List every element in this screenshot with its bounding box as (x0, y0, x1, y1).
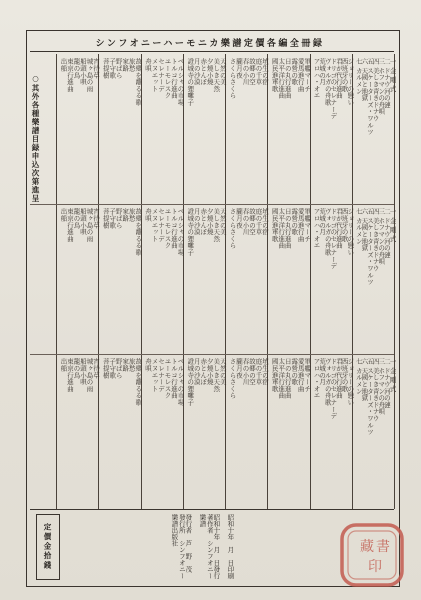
catalog-entry: 七 カルメン (354, 358, 363, 395)
catalog-entry: 旅愁 (127, 358, 136, 372)
catalog-entry: 赤とんぼ (199, 58, 208, 86)
catalog-entry: 三 ホフマンの舟唄 (377, 58, 386, 115)
catalog-entry: 軍艦マーチ (303, 58, 312, 92)
catalog-entry: 西班牙の歌 (340, 358, 349, 392)
catalog-entry: ペルシャの市場 (176, 58, 185, 106)
catalog-entry: 春の小川 (241, 358, 250, 386)
catalog-entry: 六 天國と地獄 (360, 58, 369, 102)
catalog-entry: 家路 (121, 358, 130, 372)
catalog-entry: 東京行進曲 (65, 58, 74, 92)
catalog-entry: 東京行進曲 (65, 358, 74, 392)
catalog-entry: ユーモレスク (163, 208, 172, 249)
catalog-entry: 七 カルメン (354, 58, 363, 95)
catalog-entry: 春の小川 (241, 208, 250, 236)
colophon-line: 著作者 シンフオニー樂譜 (198, 514, 214, 579)
catalog-entry: アロハ・オエ (312, 58, 321, 99)
catalog-entry: 出船 (59, 208, 68, 222)
catalog-entry: 荒城の月 (318, 58, 327, 86)
catalog-entry: 宵待草 (91, 358, 100, 379)
catalog-entry: 荒城の月 (318, 208, 327, 236)
svg-text:書: 書 (376, 539, 390, 555)
catalog-entry: 月の沙漠 (192, 208, 201, 236)
catalog-entry: 君が代行進曲 (335, 58, 344, 99)
catalog-entry: ヴォルガの舟歌 (323, 358, 332, 406)
catalog-entry: 故郷を離るる歌 (134, 208, 143, 256)
column-divider (56, 54, 57, 509)
catalog-notice: ○其外各種樂譜目録申込次第進呈 (31, 74, 40, 203)
catalog-entry: さくらさくら (228, 358, 237, 399)
catalog-entry: さくらさくら (228, 58, 237, 99)
catalog-entry: 春の小川 (241, 58, 250, 86)
catalog-entry: 東京行進曲 (65, 208, 74, 242)
catalog-entry: ドリゴのセレナーデ (329, 358, 338, 420)
catalog-entry: 舟唄 (143, 208, 152, 222)
catalog-entry: 愛馬進行曲 (296, 358, 305, 392)
catalog-entry: 愛馬進行曲 (296, 58, 305, 92)
catalog-entry: 六 天國と地獄 (360, 358, 369, 402)
catalog-entry: 野ばら (114, 58, 123, 79)
svg-text:印: 印 (368, 559, 382, 575)
catalog-entry: 夕燒小燒 (205, 208, 214, 236)
catalog-entry: 赤とんぼ (199, 208, 208, 236)
catalog-entry: セレナーデ (156, 208, 165, 242)
catalog-entry: 二 ドナウ河の漣 (382, 358, 391, 408)
catalog-entry: 船頭小唄 (78, 58, 87, 86)
catalog-entry: ジョリーの戀い (346, 58, 355, 106)
catalog-entry: 四 美しき青きドナウ (371, 58, 380, 122)
catalog-entry: 月の沙漠 (192, 58, 201, 86)
catalog-entry: 宵待草 (91, 208, 100, 229)
catalog-entry: 日の丸行進曲 (283, 358, 292, 399)
catalog-entry: 七 カルメン (354, 208, 363, 245)
catalog-entry: 太平洋行進曲 (277, 58, 286, 99)
catalog-entry: 天然の美 (218, 358, 227, 386)
catalog-entry: 美しき天然 (212, 358, 221, 392)
catalog-entry: 埴生の宿 (260, 208, 269, 236)
catalog-entry: 美しき天然 (212, 58, 221, 92)
catalog-entry: 故郷を離るる歌 (134, 58, 143, 106)
catalog-entry: 朧月夜 (234, 208, 243, 229)
catalog-entry: トルコ行進曲 (169, 358, 178, 399)
catalog-entry: 子守歌 (108, 58, 117, 79)
catalog-entry: 露營の歌 (290, 58, 299, 86)
catalog-entry: 出船 (59, 58, 68, 72)
catalog-entry: 露營の歌 (290, 208, 299, 236)
catalog-entry: 子守歌 (108, 358, 117, 379)
catalog-entry: ドリゴのセレナーデ (329, 208, 338, 270)
catalog-entry: 出船 (59, 358, 68, 372)
catalog-entry: 五 スケーターズ・ワルツ (366, 358, 375, 436)
catalog-entry: 荒城の月 (318, 358, 327, 386)
catalog-entry: さくらさくら (228, 208, 237, 249)
catalog-entry: 五 スケーターズ・ワルツ (366, 58, 375, 136)
catalog-entry: 軍艦マーチ (303, 208, 312, 242)
catalog-entry: 日の丸行進曲 (283, 58, 292, 99)
collector-seal (338, 521, 406, 589)
catalog-entry: ジョリーの戀い (346, 208, 355, 256)
catalog-entry: ペルシャの市場 (176, 358, 185, 406)
catalog-entry: 月の沙漠 (192, 358, 201, 386)
catalog-entry: 六 天國と地獄 (360, 208, 369, 252)
band-divider (30, 204, 394, 205)
catalog-entry: 旅愁 (127, 58, 136, 72)
catalog-entry: 城ヶ島の雨 (85, 358, 94, 392)
catalog-entry: 日の丸行進曲 (283, 208, 292, 249)
catalog-entry: 庭の千草 (254, 58, 263, 86)
catalog-entry: 朧月夜 (234, 358, 243, 379)
catalog-entry: セレナーデ (156, 358, 165, 392)
catalog-entry: メヌエット (150, 58, 159, 92)
catalog-entry: 國民進軍歌 (270, 208, 279, 242)
svg-text:藏: 藏 (360, 539, 374, 555)
catalog-entry: セレナーデ (156, 58, 165, 92)
colophon-line: 昭和十年 月 日發行 (212, 514, 221, 579)
catalog-entry: 五 スケーターズ・ワルツ (366, 208, 375, 286)
catalog-entry: 故郷の空 (247, 358, 256, 386)
catalog-entry: 船頭小唄 (78, 208, 87, 236)
colophon-block (86, 514, 236, 580)
catalog-entry: 宵待草 (91, 58, 100, 79)
catalog-entry: 埴生の宿 (260, 58, 269, 86)
catalog-entry: 菩提樹 (101, 358, 110, 379)
catalog-entry: 美しき天然 (212, 208, 221, 242)
catalog-entry: 船頭小唄 (78, 358, 87, 386)
catalog-entry: ユーモレスク (163, 358, 172, 399)
catalog-entry: 愛馬進行曲 (296, 208, 305, 242)
catalog-entry: トルコ行進曲 (169, 58, 178, 99)
catalog-entry: 四 美しき青きドナウ (371, 358, 380, 422)
catalog-entry: 君が代行進曲 (335, 208, 344, 249)
catalog-entry: 故郷の空 (247, 208, 256, 236)
catalog-entry: 君が代行進曲 (335, 358, 344, 399)
catalog-entry: メヌエット (150, 208, 159, 242)
catalog-entry: 天然の美 (218, 58, 227, 86)
catalog-entry: 子守歌 (108, 208, 117, 229)
catalog-entry: 證城寺の狸囃子 (186, 208, 195, 256)
colophon-line: 昭和十年 月 日印刷 (226, 514, 235, 579)
catalog-entry: 城ヶ島の雨 (85, 208, 94, 242)
price-label: 定價金拾錢 (43, 523, 52, 571)
catalog-entry: ヴォルガの舟歌 (323, 208, 332, 256)
colophon-line: 發行所 シンフオニー樂譜出版社 (170, 514, 186, 579)
catalog-entry: 籠の鳥 (72, 358, 81, 379)
bottom-divider (30, 509, 394, 510)
catalog-entry: 證城寺の狸囃子 (186, 358, 195, 406)
catalog-entry: 露營の歌 (290, 358, 299, 386)
catalog-entry: 赤とんぼ (199, 358, 208, 386)
catalog-entry: 二 ドナウ河の漣 (382, 58, 391, 108)
catalog-entry: 證城寺の狸囃子 (186, 58, 195, 106)
catalog-entry: 國民進軍歌 (270, 358, 279, 392)
catalog-entry: 夕燒小燒 (205, 358, 214, 386)
catalog-column-grid (30, 54, 397, 509)
catalog-entry: 故郷の空 (247, 58, 256, 86)
catalog-entry: ドリゴのセレナーデ (329, 58, 338, 120)
catalog-entry: 籠の鳥 (72, 208, 81, 229)
catalog-entry: 軍艦マーチ (303, 358, 312, 392)
catalog-entry: アロハ・オエ (312, 208, 321, 249)
colophon-line: 發行者 芦 野 茂 (184, 514, 193, 573)
catalog-entry: 庭の千草 (254, 208, 263, 236)
catalog-entry: 西班牙の歌 (340, 208, 349, 242)
catalog-entry: 籠の鳥 (72, 58, 81, 79)
catalog-entry: 舟唄 (143, 58, 152, 72)
catalog-entry: アロハ・オエ (312, 358, 321, 399)
catalog-entry: 一 金 剛 式 (388, 208, 397, 243)
catalog-entry: 太平洋行進曲 (277, 358, 286, 399)
catalog-entry: 野ばら (114, 358, 123, 379)
price-box (36, 514, 60, 580)
catalog-entry: 庭の千草 (254, 358, 263, 386)
catalog-entry: 天然の美 (218, 208, 227, 236)
catalog-entry: ヴォルガの舟歌 (323, 58, 332, 106)
catalog-entry: 國民進軍歌 (270, 58, 279, 92)
catalog-title: シンフオニーハーモニカ樂譜定價各編全冊録 (95, 39, 325, 49)
title-divider (30, 51, 394, 52)
catalog-entry: 野ばら (114, 208, 123, 229)
catalog-entry: 朧月夜 (234, 58, 243, 79)
catalog-entry: 家路 (121, 58, 130, 72)
catalog-entry: 太平洋行進曲 (277, 208, 286, 249)
catalog-entry: 舟唄 (143, 358, 152, 372)
catalog-entry: 四 美しき青きドナウ (371, 208, 380, 272)
catalog-entry: 菩提樹 (101, 208, 110, 229)
band-divider (30, 354, 394, 355)
catalog-entry: 城ヶ島の雨 (85, 58, 94, 92)
catalog-entry: 夕燒小燒 (205, 58, 214, 86)
catalog-entry: 三 ホフマンの舟唄 (377, 358, 386, 415)
catalog-entry: 一 金 剛 式 (388, 358, 397, 393)
catalog-entry: ペルシャの市場 (176, 208, 185, 256)
catalog-entry: ユーモレスク (163, 58, 172, 99)
catalog-entry: 三 ホフマンの舟唄 (377, 208, 386, 265)
catalog-entry: トルコ行進曲 (169, 208, 178, 249)
catalog-entry: メヌエット (150, 358, 159, 392)
catalog-entry: 西班牙の歌 (340, 58, 349, 92)
catalog-entry: 旅愁 (127, 208, 136, 222)
catalog-entry: 埴生の宿 (260, 358, 269, 386)
catalog-entry: 一 金 剛 式 (388, 58, 397, 93)
catalog-entry: 故郷を離るる歌 (134, 358, 143, 406)
catalog-entry: 家路 (121, 208, 130, 222)
catalog-entry: 菩提樹 (101, 58, 110, 79)
catalog-entry: 二 ドナウ河の漣 (382, 208, 391, 258)
catalog-entry: ジョリーの戀い (346, 358, 355, 406)
